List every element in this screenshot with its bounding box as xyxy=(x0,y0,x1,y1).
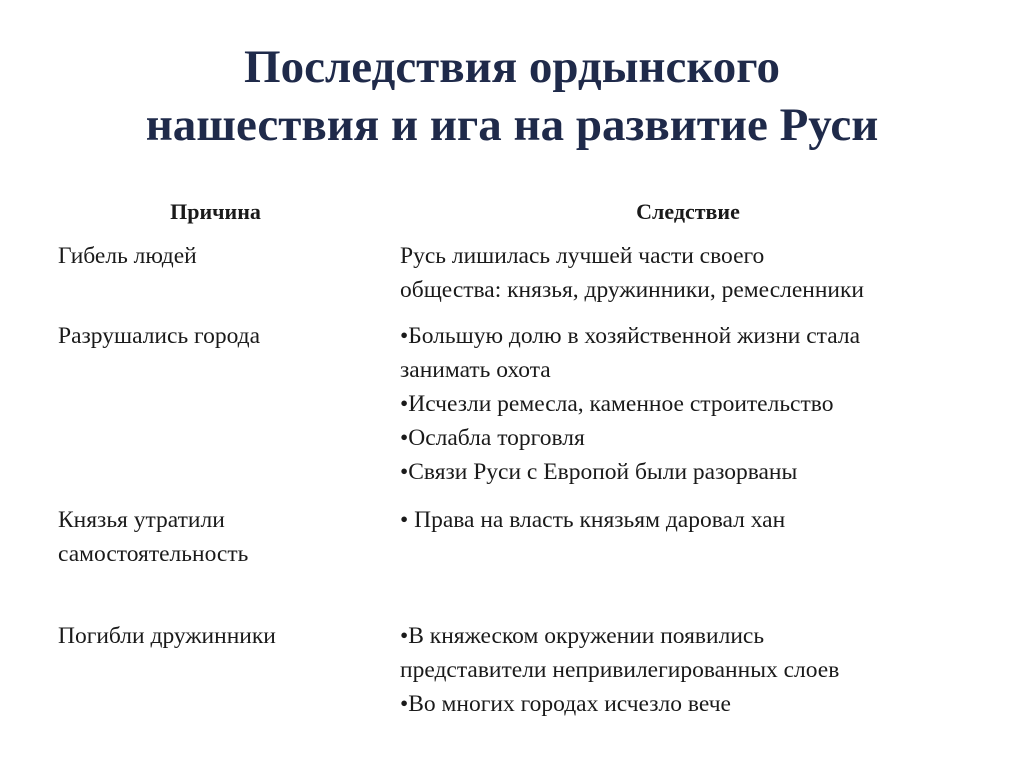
effect-cell xyxy=(400,319,978,489)
effect-line: • Права на власть князьям даровал хан xyxy=(400,507,786,533)
cause-line: Разрушались города xyxy=(58,323,261,349)
effect-cell xyxy=(400,503,978,571)
effect-line: •Во многих городах исчезло вече xyxy=(400,691,731,717)
effect-cell xyxy=(400,239,978,307)
effect-cell xyxy=(400,619,978,721)
effect-line: •Ослабла торговля xyxy=(400,425,585,451)
cause-effect-table xyxy=(58,195,978,721)
table-row xyxy=(58,319,978,489)
effect-line: •Исчезли ремесла, каменное строительство xyxy=(400,391,834,417)
cause-cell xyxy=(58,319,400,489)
cause-line: Гибель людей xyxy=(58,243,197,269)
effect-line: •В княжеском окружении появились xyxy=(400,623,765,649)
effect-line: •Связи Руси с Европой были разорваны xyxy=(400,459,798,485)
effect-line: общества: князья, дружинники, ремесленники xyxy=(400,277,864,303)
cause-line: Погибли дружинники xyxy=(58,623,276,649)
effect-line: представители непривилегированных слоев xyxy=(400,657,840,683)
table-row xyxy=(58,619,978,721)
cause-cell xyxy=(58,503,400,571)
table-row xyxy=(58,503,978,571)
cause-cell xyxy=(58,619,400,721)
cause-line: Князья утратили xyxy=(58,507,225,533)
header-effect: Следствие xyxy=(636,199,740,224)
table-row xyxy=(58,239,978,307)
title-line-2: нашествия и ига на развитие Руси xyxy=(145,99,879,151)
cause-line: самостоятельность xyxy=(58,541,249,567)
effect-line: Русь лишилась лучшей части своего xyxy=(400,243,765,269)
effect-line: занимать охота xyxy=(400,357,551,383)
header-cause: Причина xyxy=(170,199,261,224)
cause-cell xyxy=(58,239,400,307)
slide-title xyxy=(0,38,1024,154)
table-header-row xyxy=(58,195,978,239)
effect-line: •Большую долю в хозяйственной жизни стала xyxy=(400,323,861,349)
title-line-1: Последствия ордынского xyxy=(244,41,780,93)
